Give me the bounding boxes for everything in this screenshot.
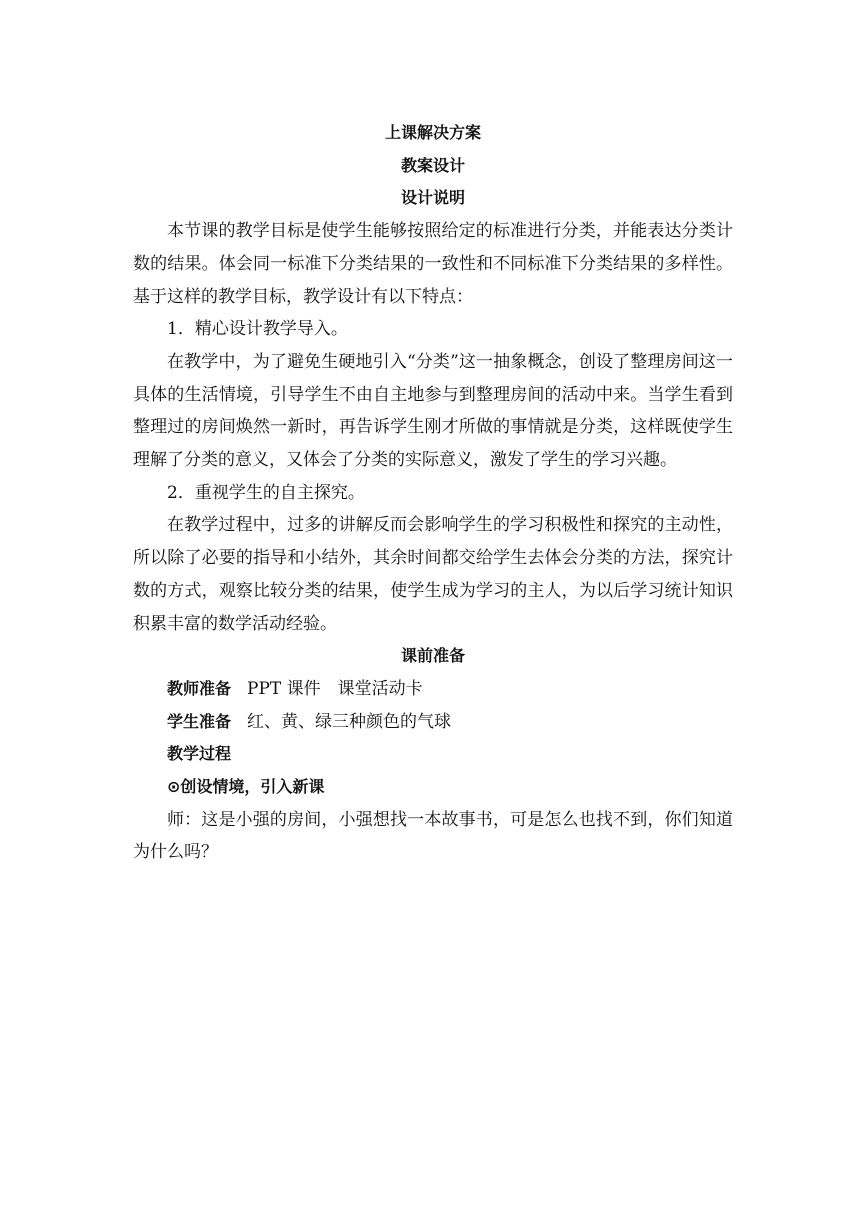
paragraph-objectives: 本节课的教学目标是使学生能够按照给定的标准进行分类，并能表达分类计数的结果。体会同一标准下分类结果的一致性和不同标准下分类结果的多样性。基于这样的教学目标，教学设计有以下特点： [133,221,733,307]
paragraph-introduction: 在教学中，为了避免生硬地引入“分类”这一抽象概念，创设了整理房间这一具体的生活情境，引导学生不由自主地参与到整理房间的活动中来。当学生看到整理过的房间焕然一新时，再告诉学生刚才所做的事情就是分类，这样既使学生理解了分类的意义，又体会了分类的实际意义，激发了学生的学习兴趣。 [133,351,733,471]
paragraph-teacher-dialogue: 师：这是小强的房间，小强想找一本故事书，可是怎么也找不到，你们知道为什么吗？ [133,809,733,863]
teacher-prep-row [133,673,733,706]
document-body [133,117,733,869]
student-prep-text: 红、黄、绿三种颜色的气球 [247,711,452,732]
paragraph-exploration: 在教学过程中，过多的讲解反而会影响学生的学习积极性和探究的主动性，所以除了必要的指导和小结外，其余时间都交给学生去体会分类的方法，探究计数的方式，观察比较分类的结果，使学生成为学习的主人，为以后学习统计知识积累丰富的数学活动经验。 [133,515,733,634]
section-heading-design-note: 设计说明 [400,188,465,208]
student-prep-row [133,706,733,739]
document-title: 上课解决方案 [384,123,481,142]
list-item-2: 2．重视学生的自主探究。 [167,482,365,503]
teacher-prep-label: 教师准备 [167,678,232,698]
list-item-1: 1．精心设计教学导入。 [167,319,348,340]
teacher-prep-text: PPT 课件 课堂活动卡 [247,678,423,699]
section-heading-process: 教学过程 [167,744,232,764]
section-heading-prep: 课前准备 [400,646,465,666]
step-heading-1: ⊙创设情境，引入新课 [167,777,325,797]
document-subtitle: 教案设计 [400,155,465,175]
student-prep-label: 学生准备 [167,711,232,731]
